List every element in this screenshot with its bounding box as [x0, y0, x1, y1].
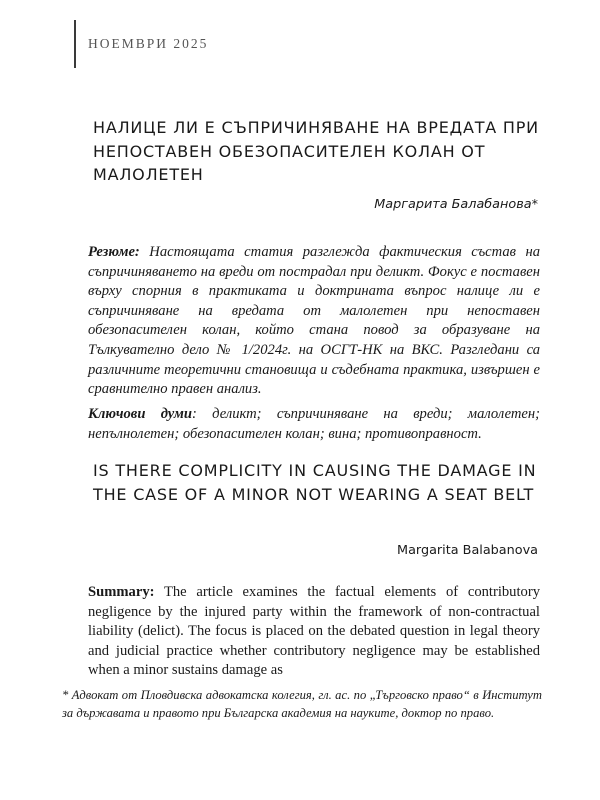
abstract-label: Резюме:: [88, 244, 140, 260]
keywords-label: Ключови думи: [88, 406, 193, 422]
abstract-text: Настоящата статия разглежда фактическия състав на съпричиняването на вреди от пострадал при деликт. Фокус е поставен върху спорния в практиката и доктрината въпрос налице ли е съпричиняване на вредата от малолетен при непоставен обезопасителен колан, който стана повод за образуване на Тълкувателно дело № 1/2024г. на ОСГТ-НК на ВКС. Разгледани са различните теоретични становища и съдебната практика, извършен е сравнително правен анализ.: [88, 244, 540, 398]
summary-en: [88, 583, 540, 681]
running-header: НОЕМВРИ 2025: [88, 36, 209, 51]
article-title-en: IS THERE COMPLICITY IN CAUSING THE DAMAGE IN THE CASE OF A MINOR NOT WEARING A SEAT BELT: [93, 461, 537, 504]
author-en: Margarita Balabanova: [397, 543, 538, 558]
keywords-bg: [88, 405, 540, 444]
article-title-bg: НАЛИЦЕ ЛИ Е СЪПРИЧИНЯВАНЕ НА ВРЕДАТА ПРИ НЕПОСТАВЕН ОБЕЗОПАСИТЕЛЕН КОЛАН ОТ МАЛОЛЕТЕН: [93, 118, 539, 184]
keywords-text: : деликт; съпричиняване на вреди; малолетен; непълнолетен; обезопасителен колан; вина; противоправност.: [88, 406, 540, 442]
footnote: * Адвокат от Пловдивска адвокатска колегия, гл. ас. по „Търговско право“ в Институт за държавата и правото при Българска академия на науките, доктор по право.: [62, 688, 542, 720]
abstract-bg: [88, 243, 540, 400]
header-rule: [74, 20, 76, 68]
summary-text: The article examines the factual elements of contributory negligence by the injured party within the framework of non-contractual liability (delict). The focus is placed on the debated question in legal theory and judicial practice whether contributory negligence may be established when a minor sustains damage as: [88, 584, 540, 679]
author-bg: Маргарита Балабанова*: [374, 197, 538, 212]
summary-label: Summary:: [88, 584, 155, 600]
